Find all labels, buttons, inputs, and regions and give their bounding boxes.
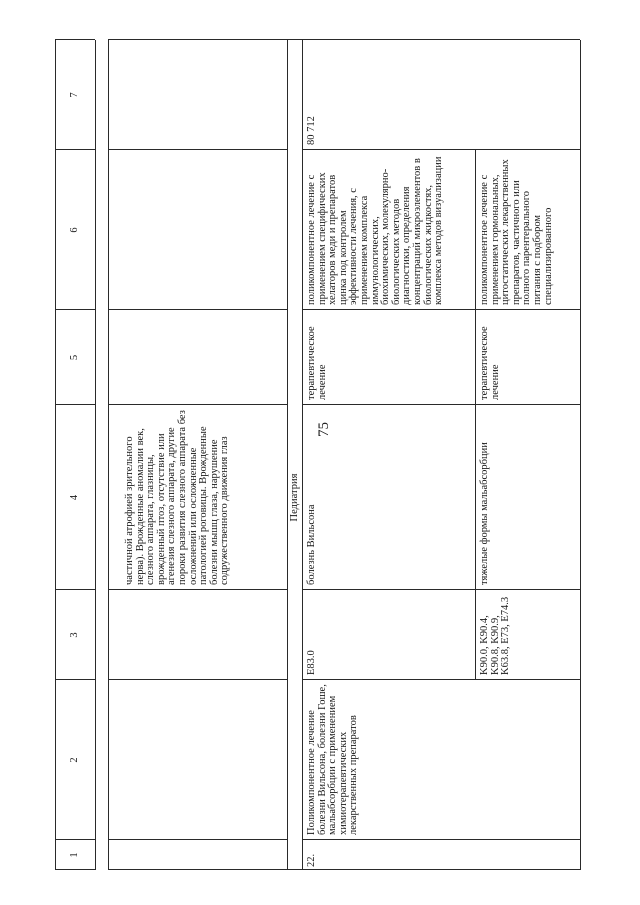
subrow-1-treatment-type: терапевтическое лечение — [306, 326, 328, 400]
subrow-2-method: поликомпонентное лечение с применением гормональных, цитостатических лекарственных препаратов, частичного или полного парентерального питания с подбором специализированного — [479, 159, 554, 305]
subrow-2-codes: K90.0, K90.4, K90.8, K90.9, K63.8, E73, E74.3 — [479, 596, 512, 675]
subrow-1-method: поликомпонентное лечение с применением специфических хелаторов меди и препаратов цинка под контролем эффективности лечения, с применением комплекса иммунологических, биохимических, молекулярно-биологических методов диагностики, определения концентраций микроэлементов в биологических жидкостях, комплекса методов визуализации — [306, 156, 445, 305]
page-number: 75 — [316, 422, 332, 437]
section-title: Педиатрия — [289, 473, 300, 522]
subrow-2-treatment-type: терапевтическое лечение — [479, 326, 501, 400]
continuation-diagnosis: частичной атрофией зрительного нерва). Врожденные аномалии век, слезного аппарата, глазницы, врожденный птоз, отсутствие или агенезия слезного аппарата, другие пороки развития слезного аппарата без осложнений или осложненные патологией роговицы. Врожденные болезни мышц глаза, нарушение содружественного движения глаз — [124, 410, 231, 585]
column-number-7: 7 — [69, 92, 80, 98]
entry-name: Поликомпонентное лечение болезни Вильсона, болезни Гоше, мальабсорбции с применением химиотерапевтических лекарственных препаратов — [306, 684, 360, 835]
column-number-6: 6 — [69, 227, 80, 233]
entry-number: 22. — [306, 853, 317, 867]
column-number-4: 4 — [69, 494, 80, 501]
subrow-1-diagnosis: болезнь Вильсона — [306, 504, 317, 585]
column-number-3: 3 — [69, 632, 80, 638]
table — [55, 40, 585, 870]
column-number-1: 1 — [69, 852, 80, 858]
subrow-2-diagnosis: тяжелые формы мальабсорбции — [479, 442, 490, 585]
entry-cost: 80 712 — [306, 116, 317, 145]
column-number-2: 2 — [69, 757, 80, 763]
column-number-5: 5 — [69, 354, 80, 361]
subrow-1-codes: E83.0 — [306, 650, 317, 675]
